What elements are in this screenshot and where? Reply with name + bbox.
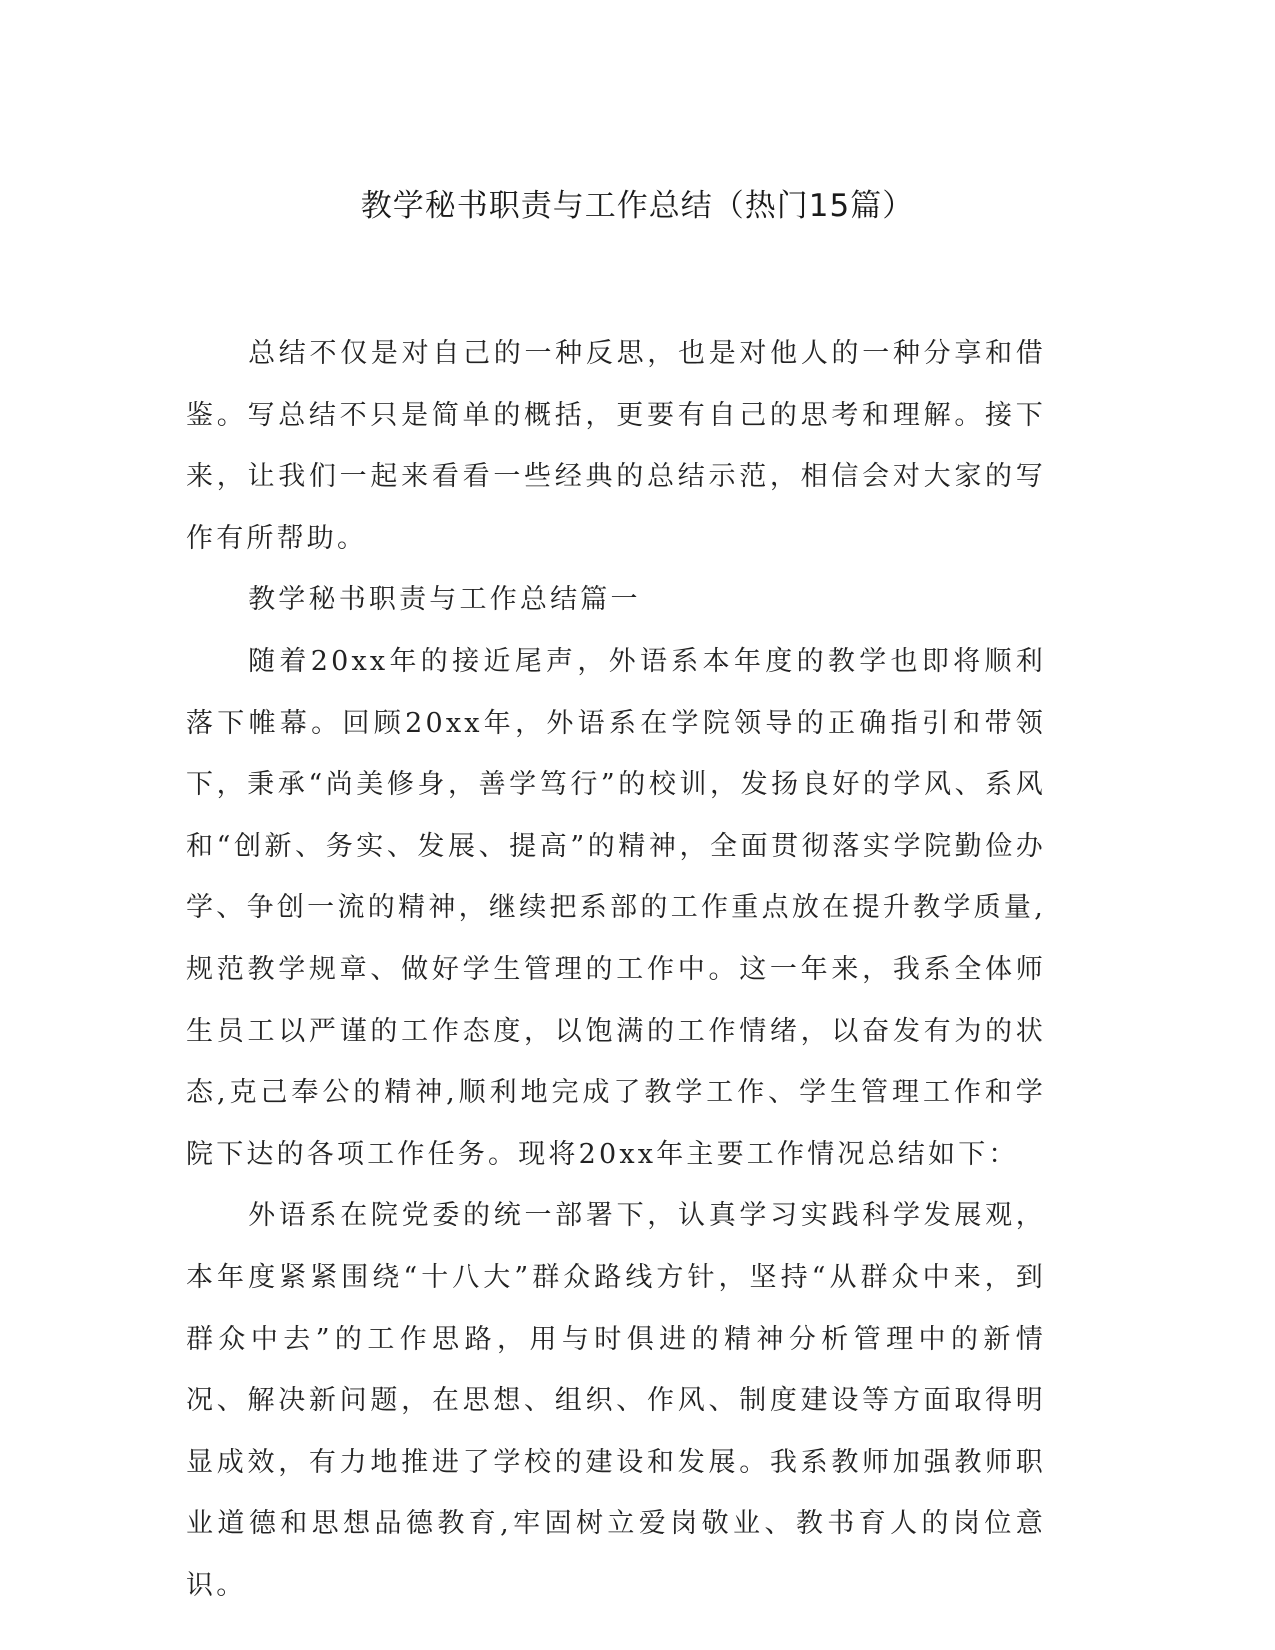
- document-body: [186, 323, 1046, 1616]
- section-heading: 教学秘书职责与工作总结篇一: [248, 584, 641, 616]
- intro-paragraph: 总结不仅是对自己的一种反思，也是对他人的一种分享和借鉴。写总结不只是简单的概括，更要有自己的思考和理解。接下来，让我们一起来看看一些经典的总结示范，相信会对大家的写作有所帮助。: [186, 338, 1046, 554]
- body-paragraph: 随着20xx年的接近尾声，外语系本年度的教学也即将顺利落下帷幕。回顾20xx年，外语系在学院领导的正确指引和带领下，秉承“尚美修身，善学笃行”的校训，发扬良好的学风、系风和“创新、务实、发展、提高”的精神，全面贯彻落实学院勤俭办学、争创一流的精神，继续把系部的工作重点放在提升教学质量,规范教学规章、做好学生管理的工作中。这一年来，我系全体师生员工以严谨的工作态度，以饱满的工作情绪，以奋发有为的状态,克己奉公的精神,顺利地完成了教学工作、学生管理工作和学院下达的各项工作任务。现将20xx年主要工作情况总结如下：: [186, 645, 1046, 1170]
- body-paragraph: 外语系在院党委的统一部署下，认真学习实践科学发展观，本年度紧紧围绕“十八大”群众路线方针，坚持“从群众中来，到群众中去”的工作思路，用与时俱进的精神分析管理中的新情况、解决新问题，在思想、组织、作风、制度建设等方面取得明显成效，有力地推进了学校的建设和发展。我系教师加强教师职业道德和思想品德教育,牢固树立爱岗敬业、教书育人的岗位意识。: [186, 1200, 1046, 1601]
- document-title: 教学秘书职责与工作总结（热门15篇）: [360, 188, 915, 224]
